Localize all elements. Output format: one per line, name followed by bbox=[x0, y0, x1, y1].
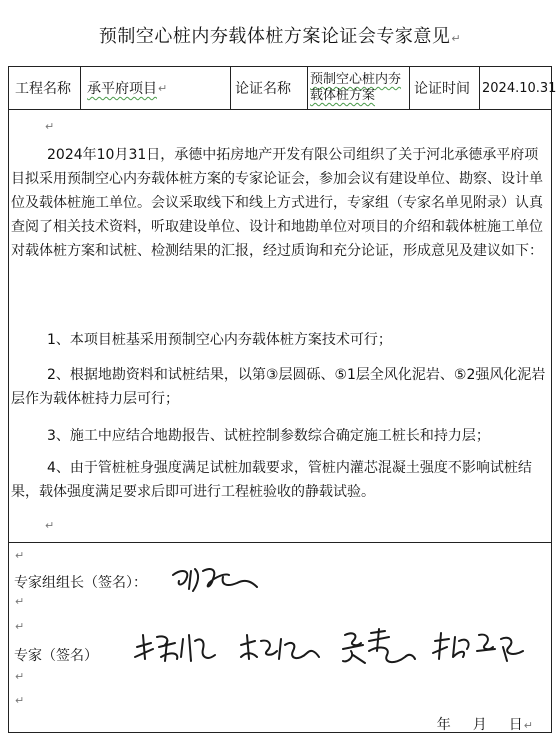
month-label: 月 bbox=[472, 717, 487, 733]
paragraph-mark: ↵ bbox=[15, 620, 25, 633]
day-label: 日 bbox=[508, 717, 523, 733]
time-value: 2024.10.31 bbox=[482, 80, 557, 96]
topic-text: 预制空心桩内夯载体桩方案 bbox=[310, 72, 402, 103]
signature-area bbox=[9, 543, 551, 732]
paragraph-mark: ↵ bbox=[451, 32, 462, 45]
year-label: 年 bbox=[436, 717, 451, 733]
project-name-label: 工程名称 bbox=[9, 67, 81, 109]
opinion-point-4: 4、由于管桩桩身强度满足试桩加载要求，管桩内灌芯混凝土强度不影响试桩结果，载体强度满足要求后即可进行工程桩验收的静载试验。 bbox=[11, 460, 532, 500]
paragraph-mark: ↵ bbox=[15, 595, 25, 608]
header-row bbox=[9, 67, 557, 110]
time-label: 论证时间 bbox=[410, 67, 480, 109]
paragraph-mark: ↵ bbox=[45, 120, 55, 133]
leader-signature bbox=[167, 561, 263, 597]
expert-signature-4 bbox=[429, 627, 529, 667]
expert-signature-3 bbox=[339, 625, 419, 669]
opinion-point-3: 3、施工中应结合地勘报告、试桩控制参数综合确定施工桩长和持力层； bbox=[47, 428, 490, 444]
topic-label: 论证名称 bbox=[231, 67, 308, 109]
paragraph-mark: ↵ bbox=[15, 549, 25, 562]
opinion-point-2: 2、根据地勘资料和试桩结果，以第③层圆砾、⑤1层全风化泥岩、⑤2强风化泥岩层作为载体桩持力层可行； bbox=[11, 367, 546, 407]
paragraph-mark: ↵ bbox=[15, 694, 25, 707]
expert-signature-2 bbox=[237, 629, 323, 669]
experts-signature-label: 专家（签名） bbox=[14, 648, 98, 664]
intro-paragraph: 2024年10月31日，承德中拓房地产开发有限公司组织了关于河北承德承平府项目拟采用预制空心内夯载体桩方案的专家论证会，参加会议有建设单位、勘察、设计单位及载体桩施工单位。会议采取线下和线上方式进行，专家组（专家名单见附录）认真查阅了相关技术资料，听取建设单位、设计和地勘单位对项目的介绍和载体桩施工单位对载体桩方案和试桩、检测结果的汇报，经过质询和充分论证，形成意见及建议如下： bbox=[11, 147, 543, 259]
paragraph-mark: ↵ bbox=[523, 719, 533, 732]
document-title bbox=[0, 22, 560, 48]
expert-signature-1 bbox=[131, 627, 221, 669]
paragraph-mark: ↵ bbox=[15, 670, 25, 683]
project-name-text: 承平府项目 bbox=[87, 81, 157, 97]
title-text: 预制空心桩内夯载体桩方案论证会专家意见 bbox=[98, 26, 451, 47]
topic-value bbox=[308, 67, 410, 109]
opinion-table bbox=[8, 66, 557, 733]
paragraph-mark: ↵ bbox=[45, 519, 55, 532]
date-line bbox=[415, 714, 533, 734]
opinion-body bbox=[9, 110, 551, 543]
opinion-point-1: 1、本项目桩基采用预制空心内夯载体桩方案技术可行； bbox=[47, 332, 392, 348]
paragraph-mark: ↵ bbox=[158, 81, 168, 95]
leader-signature-label: 专家组组长（签名）： bbox=[14, 575, 147, 591]
project-name-value bbox=[81, 67, 231, 109]
